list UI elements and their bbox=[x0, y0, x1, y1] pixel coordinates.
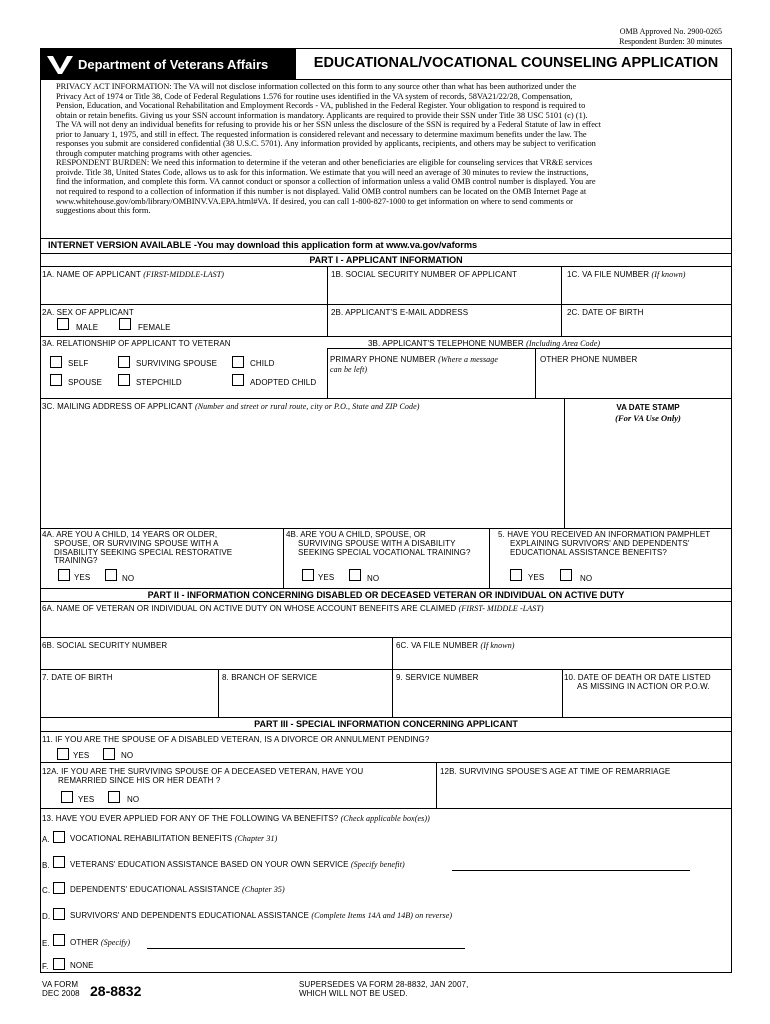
child-label: CHILD bbox=[250, 359, 275, 368]
va-logo-icon bbox=[47, 53, 73, 80]
privacy-act-text bbox=[56, 82, 716, 216]
mailing-address-input[interactable] bbox=[42, 415, 562, 525]
field-6c-label: 6C. VA FILE NUMBER (If known) bbox=[396, 641, 515, 650]
field-1a-label: 1A. NAME OF APPLICANT (FIRST-MIDDLE-LAST) bbox=[42, 270, 225, 279]
4a-yes-checkbox[interactable] bbox=[58, 569, 70, 581]
primary-phone-label: PRIMARY PHONE NUMBER (Where a message can be left) bbox=[330, 355, 499, 374]
veteran-name-input[interactable] bbox=[42, 616, 730, 636]
omb-burden: Respondent Burden: 30 minutes bbox=[619, 37, 722, 46]
13f-label: NONE bbox=[70, 961, 94, 970]
field-1b-label: 1B. SOCIAL SECURITY NUMBER OF APPLICANT bbox=[331, 270, 518, 279]
12a-yes-checkbox[interactable] bbox=[61, 791, 73, 803]
applicant-name-input[interactable] bbox=[42, 282, 325, 302]
privacy-line: proivde. Title 38, United States Code, allows us to ask for this information. We estimate that you will need an average of 30 minutes to review the instructions, bbox=[56, 167, 589, 177]
applicant-dob-input[interactable] bbox=[564, 318, 730, 335]
13d-checkbox[interactable] bbox=[53, 908, 65, 920]
13e-specify-line[interactable] bbox=[147, 948, 465, 949]
13c-label: DEPENDENTS' EDUCATIONAL ASSISTANCE (Chapter 35) bbox=[70, 885, 285, 894]
veteran-dob-input[interactable] bbox=[42, 690, 216, 715]
13a-label: VOCATIONAL REHABILITATION BENEFITS (Chapter 31) bbox=[70, 834, 278, 843]
5-yes-checkbox[interactable] bbox=[510, 569, 522, 581]
field-12a-label: 12A. IF YOU ARE THE SURVIVING SPOUSE OF A DECEASED VETERAN, HAVE YOU REMARRIED SINCE HIS OR HER DEATH ? bbox=[42, 767, 364, 785]
stepchild-label: STEPCHILD bbox=[136, 378, 182, 387]
privacy-line: through computer matching programs with other agencies. bbox=[56, 148, 253, 158]
field-2c-label: 2C. DATE OF BIRTH bbox=[567, 308, 644, 317]
footer-form-id: VA FORM DEC 2008 bbox=[42, 980, 80, 998]
female-label: FEMALE bbox=[138, 323, 171, 332]
adopted-child-checkbox[interactable] bbox=[232, 374, 244, 386]
privacy-line: RESPONDENT BURDEN: We need this information to determine if the veteran and other beneficiaries are eligible for counseling services that VR&E services bbox=[56, 158, 593, 168]
privacy-line: obtain or retain benefits. Giving us your SSN account information is mandatory. Applicants are required to provide their SSN under Title 38 USC 5101 (c) (1). bbox=[56, 110, 588, 120]
va-date-stamp-title: VA DATE STAMP bbox=[616, 403, 680, 412]
veteran-va-file-input[interactable] bbox=[395, 652, 729, 668]
surviving-spouse-label: SURVIVING SPOUSE bbox=[136, 359, 218, 368]
part-1-title: PART I - APPLICANT INFORMATION bbox=[309, 255, 463, 265]
va-date-stamp-note: (For VA Use Only) bbox=[615, 413, 681, 423]
other-phone-label: OTHER PHONE NUMBER bbox=[540, 355, 638, 364]
field-13-label: 13. HAVE YOU EVER APPLIED FOR ANY OF THE FOLLOWING VA BENEFITS? (Check applicable box(es)) bbox=[42, 814, 430, 823]
field-8-label: 8. BRANCH OF SERVICE bbox=[222, 673, 318, 682]
department-name: Department of Veterans Affairs bbox=[78, 57, 269, 72]
field-12b-label: 12B. SURVIVING SPOUSE'S AGE AT TIME OF REMARRIAGE bbox=[440, 767, 671, 776]
applicant-va-file-input[interactable] bbox=[564, 282, 730, 302]
spouse-label: SPOUSE bbox=[68, 378, 102, 387]
12a-no-label: NO bbox=[127, 795, 140, 804]
13b-specify-line[interactable] bbox=[452, 870, 690, 871]
5-yes-label: YES bbox=[528, 573, 545, 582]
field-2a-label: 2A. SEX OF APPLICANT bbox=[42, 308, 134, 317]
privacy-line: Privacy Act of 1974 or Title 38, Code of Federal Regulations 1.576 for routine uses identified in the VA system of records, 58VA21/22/28, Compensation, bbox=[56, 91, 573, 101]
branch-of-service-input[interactable] bbox=[221, 690, 390, 715]
12a-yes-label: YES bbox=[78, 795, 95, 804]
spouse-checkbox[interactable] bbox=[50, 374, 62, 386]
field-10-label: 10. DATE OF DEATH OR DATE LISTED AS MISSING IN ACTION OR P.O.W. bbox=[564, 673, 711, 691]
field-6a-label: 6A. NAME OF VETERAN OR INDIVIDUAL ON ACTIVE DUTY ON WHOSE ACCOUNT BENEFITS ARE CLAIMED (FIRST- MIDDLE -LAST) bbox=[42, 604, 544, 613]
13e-label: OTHER (Specify) bbox=[70, 938, 131, 947]
field-4a-label: 4A. ARE YOU A CHILD, 14 YEARS OR OLDER, SPOUSE, OR SURVIVING SPOUSE WITH A DISABILITY SEEKING SPECIAL RESTORATIVE TRAINING? bbox=[42, 530, 233, 566]
13d-label: SURVIVORS' AND DEPENDENTS EDUCATIONAL ASSISTANCE (Complete Items 14A and 14B) on reverse) bbox=[70, 911, 453, 920]
field-6b-label: 6B. SOCIAL SECURITY NUMBER bbox=[42, 641, 168, 650]
13f-checkbox[interactable] bbox=[53, 958, 65, 970]
privacy-line: The VA will not deny an individual benefits for refusing to provide his or her SSN unless the disclosure of the SSN is required by a Federal Statute of law in effect bbox=[56, 120, 601, 130]
field-11-label: 11. IF YOU ARE THE SPOUSE OF A DISABLED VETERAN, IS A DIVORCE OR ANNULMENT PENDING? bbox=[42, 735, 430, 744]
13b-letter: B. bbox=[42, 861, 50, 870]
11-no-label: NO bbox=[121, 751, 134, 760]
13b-checkbox[interactable] bbox=[53, 856, 65, 868]
4a-no-label: NO bbox=[122, 574, 135, 583]
field-1c-label: 1C. VA FILE NUMBER (If known) bbox=[567, 270, 686, 279]
privacy-line: suggestions about this form. bbox=[56, 206, 151, 216]
13a-letter: A. bbox=[42, 835, 50, 844]
self-label: SELF bbox=[68, 359, 89, 368]
applicant-ssn-input[interactable] bbox=[330, 282, 559, 302]
part-3-title: PART III - SPECIAL INFORMATION CONCERNING APPLICANT bbox=[254, 719, 518, 729]
internet-notice: INTERNET VERSION AVAILABLE -You may download this application form at www.va.gov/vaforms bbox=[48, 240, 478, 250]
privacy-line: not required to respond to a collection of information if this number is not displayed. Valid OMB control numbers can be located on the OMB Internet Page at bbox=[56, 187, 587, 197]
omb-info bbox=[619, 27, 722, 47]
va-date-stamp bbox=[565, 402, 731, 424]
form-number: 28-8832 bbox=[90, 983, 142, 999]
13c-checkbox[interactable] bbox=[53, 882, 65, 894]
female-checkbox[interactable] bbox=[119, 318, 131, 330]
13e-letter: E. bbox=[42, 939, 50, 948]
5-no-label: NO bbox=[580, 574, 593, 583]
field-3a-label: 3A. RELATIONSHIP OF APPLICANT TO VETERAN bbox=[42, 339, 231, 348]
field-3b-label: 3B. APPLICANT'S TELEPHONE NUMBER (Including Area Code) bbox=[368, 339, 601, 348]
surviving-spouse-checkbox[interactable] bbox=[118, 356, 130, 368]
primary-phone-input[interactable] bbox=[330, 375, 533, 395]
11-no-checkbox[interactable] bbox=[103, 748, 115, 760]
applicant-email-input[interactable] bbox=[330, 318, 559, 335]
field-3c-label: 3C. MAILING ADDRESS OF APPLICANT (Number and street or rural route, city or P.O., State and ZIP Code) bbox=[42, 402, 420, 411]
child-checkbox[interactable] bbox=[232, 356, 244, 368]
4a-yes-label: YES bbox=[74, 573, 91, 582]
other-phone-input[interactable] bbox=[538, 375, 730, 395]
privacy-line: Pension, Education, and Vocational Rehabilitation and Employment Records - VA, published in the Federal Register. Your obligation to respond is required to bbox=[56, 101, 586, 111]
male-checkbox[interactable] bbox=[57, 318, 69, 330]
13b-label: VETERANS' EDUCATION ASSISTANCE BASED ON YOUR OWN SERVICE (Specify benefit) bbox=[70, 860, 405, 869]
privacy-line: responses you submit are considered confidential (38 U.S.C. 5701). Any information provided by applicants, recipients, and others may be subject to verification bbox=[56, 139, 596, 149]
13a-checkbox[interactable] bbox=[53, 831, 65, 843]
field-5-label: 5. HAVE YOU RECEIVED AN INFORMATION PAMPHLET EXPLAINING SURVIVORS' AND DEPENDENTS' EDUCATIONAL ASSISTANCE BENEFITS? bbox=[498, 530, 711, 557]
privacy-line: www.whitehouse.gov/omb/library/OMBINV.VA.EPA.html#VA. If desired, you can call 1-800-827-1000 to get information on where to send comments or bbox=[56, 196, 573, 206]
date-of-death-input[interactable] bbox=[565, 695, 730, 715]
adopted-child-label: ADOPTED CHILD bbox=[250, 378, 317, 387]
field-9-label: 9. SERVICE NUMBER bbox=[396, 673, 479, 682]
13e-checkbox[interactable] bbox=[53, 934, 65, 946]
male-label: MALE bbox=[76, 323, 99, 332]
remarriage-age-input[interactable] bbox=[440, 780, 729, 805]
11-yes-checkbox[interactable] bbox=[57, 748, 69, 760]
13f-letter: F. bbox=[42, 962, 49, 971]
field-7-label: 7. DATE OF BIRTH bbox=[42, 673, 113, 682]
va-header-block bbox=[41, 49, 296, 79]
form-title: EDUCATIONAL/VOCATIONAL COUNSELING APPLICATION bbox=[313, 55, 719, 71]
13d-letter: D. bbox=[42, 912, 51, 921]
omb-approval: OMB Approved No. 2900-0265 bbox=[619, 27, 722, 36]
privacy-line: PRIVACY ACT INFORMATION: The VA will not disclose information collected on this form to any source other than what has been authorized under the bbox=[56, 82, 577, 91]
privacy-line: prior to January 1, 1975, and still in effect. The requested information is considered relevant and necessary to determine maximum benefits under the law. The bbox=[56, 129, 587, 139]
stepchild-checkbox[interactable] bbox=[118, 374, 130, 386]
service-number-input[interactable] bbox=[395, 690, 560, 715]
part-2-title: PART II - INFORMATION CONCERNING DISABLED OR DECEASED VETERAN OR INDIVIDUAL ON ACTIVE DUTY bbox=[147, 590, 625, 600]
12a-no-checkbox[interactable] bbox=[108, 791, 120, 803]
4b-yes-label: YES bbox=[318, 573, 335, 582]
field-4b-label: 4B. ARE YOU A CHILD, SPOUSE, OR SURVIVING SPOUSE WITH A DISABILITY SEEKING SPECIAL VOCATIONAL TRAINING? bbox=[286, 530, 471, 557]
4b-no-checkbox[interactable] bbox=[349, 569, 361, 581]
privacy-line: find the information, and complete this form. VA cannot conduct or sponsor a collection of information unless a valid OMB control number is displayed. You are bbox=[56, 177, 596, 187]
4b-yes-checkbox[interactable] bbox=[302, 569, 314, 581]
4b-no-label: NO bbox=[367, 574, 380, 583]
field-2b-label: 2B. APPLICANT'S E-MAIL ADDRESS bbox=[331, 308, 469, 317]
11-yes-label: YES bbox=[73, 751, 90, 760]
veteran-ssn-input[interactable] bbox=[42, 652, 390, 668]
self-checkbox[interactable] bbox=[50, 356, 62, 368]
13c-letter: C. bbox=[42, 886, 51, 895]
supersedes-note: SUPERSEDES VA FORM 28-8832, JAN 2007, WHICH WILL NOT BE USED. bbox=[299, 980, 469, 998]
4a-no-checkbox[interactable] bbox=[105, 569, 117, 581]
5-no-checkbox[interactable] bbox=[560, 569, 572, 581]
